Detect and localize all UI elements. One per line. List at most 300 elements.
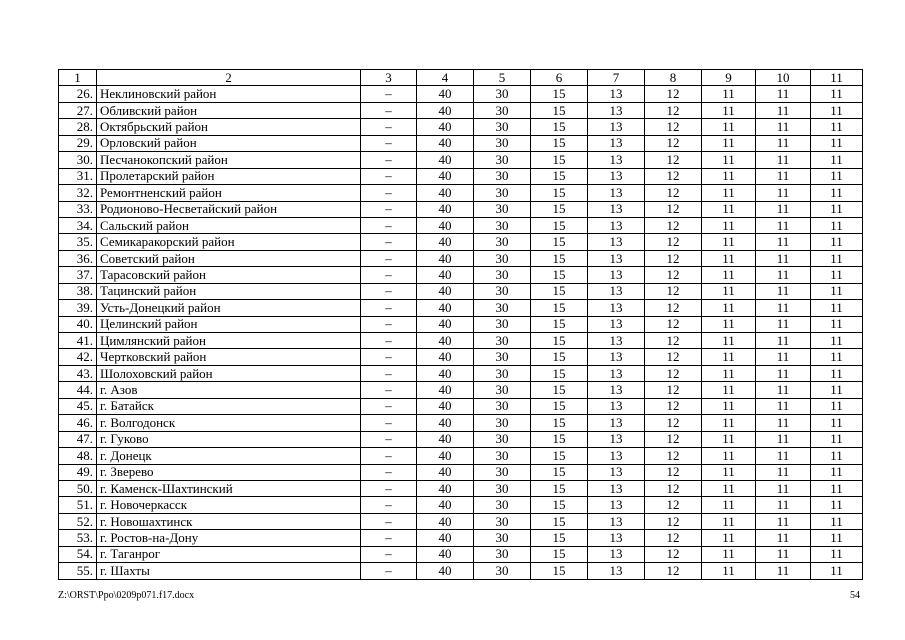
value-cell: 13 [588,464,645,480]
row-number-cell: 32. [59,185,97,201]
value-cell: 15 [531,102,588,118]
footer-page-number: 54 [850,590,860,601]
table-row [59,448,863,464]
district-name-cell: г. Шахты [97,563,361,579]
value-cell: – [361,152,417,168]
value-cell: 40 [417,464,474,480]
table-row [59,283,863,299]
value-cell: 11 [756,480,811,496]
value-cell: – [361,86,417,102]
value-cell: 30 [474,185,531,201]
district-name-cell: Сальский район [97,217,361,233]
table-row [59,168,863,184]
value-cell: 11 [702,448,756,464]
value-cell: 15 [531,86,588,102]
value-cell: 13 [588,234,645,250]
table-row [59,185,863,201]
district-name-cell: Родионово-Несветайский район [97,201,361,217]
value-cell: 11 [702,119,756,135]
value-cell: 12 [645,464,702,480]
value-cell: 12 [645,333,702,349]
value-cell: 13 [588,415,645,431]
value-cell: 13 [588,546,645,562]
value-cell: 30 [474,546,531,562]
value-cell: 11 [811,86,863,102]
table-row [59,267,863,283]
value-cell: 40 [417,168,474,184]
value-cell: 40 [417,152,474,168]
value-cell: 30 [474,152,531,168]
row-number-cell: 50. [59,480,97,496]
row-number-cell: 33. [59,201,97,217]
value-cell: – [361,415,417,431]
value-cell: 12 [645,217,702,233]
value-cell: 40 [417,119,474,135]
value-cell: 11 [811,152,863,168]
value-cell: 12 [645,365,702,381]
value-cell: 30 [474,480,531,496]
value-cell: 11 [756,464,811,480]
value-cell: 11 [811,415,863,431]
value-cell: 11 [756,102,811,118]
value-cell: 30 [474,448,531,464]
value-cell: 13 [588,448,645,464]
value-cell: 30 [474,168,531,184]
value-cell: 13 [588,250,645,266]
district-name-cell: г. Батайск [97,398,361,414]
value-cell: 30 [474,563,531,579]
value-cell: 11 [702,185,756,201]
value-cell: 11 [702,152,756,168]
value-cell: 12 [645,119,702,135]
value-cell: 12 [645,283,702,299]
value-cell: – [361,333,417,349]
value-cell: 11 [811,398,863,414]
value-cell: 15 [531,217,588,233]
value-cell: 30 [474,415,531,431]
value-cell: 30 [474,333,531,349]
value-cell: – [361,349,417,365]
value-cell: 12 [645,398,702,414]
value-cell: 11 [702,201,756,217]
value-cell: 11 [811,349,863,365]
value-cell: 11 [811,217,863,233]
value-cell: 12 [645,185,702,201]
value-cell: 40 [417,513,474,529]
value-cell: 11 [702,513,756,529]
value-cell: 15 [531,448,588,464]
value-cell: 11 [756,250,811,266]
value-cell: 11 [702,530,756,546]
value-cell: 11 [811,283,863,299]
value-cell: – [361,185,417,201]
value-cell: 40 [417,415,474,431]
value-cell: 11 [756,563,811,579]
value-cell: 13 [588,398,645,414]
value-cell: 40 [417,349,474,365]
value-cell: 40 [417,563,474,579]
value-cell: 11 [756,415,811,431]
value-cell: 15 [531,300,588,316]
value-cell: 12 [645,382,702,398]
value-cell: 15 [531,349,588,365]
value-cell: 11 [756,86,811,102]
value-cell: 40 [417,398,474,414]
value-cell: 12 [645,201,702,217]
table-row [59,382,863,398]
value-cell: 13 [588,480,645,496]
value-cell: – [361,300,417,316]
value-cell: – [361,448,417,464]
row-number-cell: 42. [59,349,97,365]
row-number-cell: 47. [59,431,97,447]
value-cell: 15 [531,546,588,562]
value-cell: 13 [588,431,645,447]
column-number-header: 8 [645,70,702,86]
value-cell: – [361,217,417,233]
value-cell: 12 [645,234,702,250]
value-cell: 40 [417,250,474,266]
value-cell: 40 [417,333,474,349]
value-cell: 15 [531,267,588,283]
value-cell: 11 [756,431,811,447]
value-cell: 15 [531,480,588,496]
value-cell: 12 [645,431,702,447]
row-number-cell: 34. [59,217,97,233]
district-name-cell: Цимлянский район [97,333,361,349]
value-cell: 11 [756,267,811,283]
value-cell: 12 [645,448,702,464]
value-cell: 40 [417,86,474,102]
table-row [59,415,863,431]
value-cell: 15 [531,168,588,184]
value-cell: 11 [702,382,756,398]
table-header-row [59,70,863,86]
table-row [59,201,863,217]
value-cell: – [361,267,417,283]
value-cell: 12 [645,86,702,102]
value-cell: 12 [645,300,702,316]
district-name-cell: г. Таганрог [97,546,361,562]
value-cell: 11 [702,102,756,118]
value-cell: 11 [702,234,756,250]
value-cell: 11 [702,464,756,480]
table-row [59,119,863,135]
value-cell: 30 [474,119,531,135]
district-name-cell: г. Ростов-на-Дону [97,530,361,546]
row-number-cell: 53. [59,530,97,546]
value-cell: 11 [811,530,863,546]
value-cell: 40 [417,300,474,316]
value-cell: 11 [756,217,811,233]
value-cell: – [361,546,417,562]
table-row [59,464,863,480]
value-cell: 30 [474,283,531,299]
value-cell: 13 [588,86,645,102]
row-number-cell: 40. [59,316,97,332]
value-cell: 30 [474,365,531,381]
value-cell: 15 [531,415,588,431]
row-number-cell: 41. [59,333,97,349]
value-cell: 11 [756,333,811,349]
value-cell: 40 [417,448,474,464]
value-cell: 40 [417,283,474,299]
value-cell: – [361,431,417,447]
district-name-cell: Орловский район [97,135,361,151]
value-cell: 12 [645,152,702,168]
row-number-cell: 26. [59,86,97,102]
value-cell: 12 [645,497,702,513]
value-cell: 15 [531,250,588,266]
value-cell: 15 [531,365,588,381]
value-cell: 13 [588,497,645,513]
table-row [59,234,863,250]
value-cell: 11 [811,382,863,398]
value-cell: 11 [811,546,863,562]
value-cell: 13 [588,217,645,233]
value-cell: 30 [474,513,531,529]
value-cell: 11 [756,119,811,135]
value-cell: 11 [756,300,811,316]
value-cell: 40 [417,431,474,447]
value-cell: 11 [811,563,863,579]
value-cell: 13 [588,185,645,201]
value-cell: 12 [645,480,702,496]
table-row [59,250,863,266]
table-row [59,316,863,332]
value-cell: 40 [417,382,474,398]
column-number-header: 2 [97,70,361,86]
district-name-cell: Неклиновский район [97,86,361,102]
column-number-header: 9 [702,70,756,86]
value-cell: – [361,102,417,118]
value-cell: – [361,365,417,381]
value-cell: 11 [756,546,811,562]
table-row [59,349,863,365]
column-number-header: 4 [417,70,474,86]
value-cell: 13 [588,300,645,316]
value-cell: 11 [811,168,863,184]
value-cell: 13 [588,168,645,184]
district-name-cell: Семикаракорский район [97,234,361,250]
value-cell: 11 [811,448,863,464]
value-cell: 40 [417,234,474,250]
value-cell: – [361,464,417,480]
value-cell: 11 [811,250,863,266]
table-row [59,152,863,168]
row-number-cell: 29. [59,135,97,151]
value-cell: 11 [811,201,863,217]
value-cell: 11 [756,497,811,513]
value-cell: 12 [645,135,702,151]
column-number-header: 5 [474,70,531,86]
data-table [58,69,863,580]
value-cell: 11 [702,135,756,151]
district-name-cell: Обливский район [97,102,361,118]
value-cell: 11 [811,431,863,447]
value-cell: 13 [588,349,645,365]
table-row [59,497,863,513]
value-cell: 40 [417,185,474,201]
value-cell: 11 [756,530,811,546]
value-cell: 11 [702,349,756,365]
column-number-header: 3 [361,70,417,86]
value-cell: 11 [702,250,756,266]
value-cell: 30 [474,217,531,233]
district-name-cell: Песчанокопский район [97,152,361,168]
district-name-cell: Ремонтненский район [97,185,361,201]
value-cell: 30 [474,267,531,283]
column-number-header: 11 [811,70,863,86]
row-number-cell: 46. [59,415,97,431]
value-cell: 12 [645,316,702,332]
value-cell: 11 [702,415,756,431]
value-cell: 12 [645,513,702,529]
value-cell: 15 [531,431,588,447]
value-cell: 11 [756,152,811,168]
value-cell: 12 [645,250,702,266]
value-cell: 11 [702,168,756,184]
value-cell: 11 [811,102,863,118]
table-row [59,563,863,579]
value-cell: 11 [756,513,811,529]
value-cell: 13 [588,152,645,168]
value-cell: 40 [417,135,474,151]
value-cell: 11 [811,234,863,250]
value-cell: – [361,530,417,546]
row-number-cell: 52. [59,513,97,529]
value-cell: 13 [588,530,645,546]
row-number-cell: 49. [59,464,97,480]
district-name-cell: Усть-Донецкий район [97,300,361,316]
table-row [59,530,863,546]
value-cell: 11 [702,398,756,414]
district-name-cell: г. Донецк [97,448,361,464]
value-cell: 11 [702,333,756,349]
value-cell: 12 [645,349,702,365]
row-number-cell: 39. [59,300,97,316]
value-cell: 30 [474,464,531,480]
district-name-cell: г. Каменск-Шахтинский [97,480,361,496]
value-cell: 11 [702,563,756,579]
column-number-header: 6 [531,70,588,86]
value-cell: 11 [811,185,863,201]
value-cell: 13 [588,382,645,398]
value-cell: 12 [645,267,702,283]
row-number-cell: 55. [59,563,97,579]
value-cell: 15 [531,201,588,217]
value-cell: 40 [417,267,474,283]
value-cell: 12 [645,415,702,431]
table-row [59,102,863,118]
value-cell: 15 [531,152,588,168]
district-name-cell: Тацинский район [97,283,361,299]
value-cell: 11 [811,480,863,496]
column-number-header: 1 [59,70,97,86]
value-cell: 12 [645,546,702,562]
district-name-cell: г. Новочеркасск [97,497,361,513]
value-cell: 15 [531,513,588,529]
district-name-cell: г. Азов [97,382,361,398]
row-number-cell: 48. [59,448,97,464]
value-cell: 11 [811,300,863,316]
value-cell: 11 [702,546,756,562]
value-cell: 15 [531,530,588,546]
value-cell: – [361,135,417,151]
value-cell: – [361,480,417,496]
value-cell: 30 [474,497,531,513]
value-cell: 13 [588,102,645,118]
value-cell: 15 [531,563,588,579]
value-cell: 11 [811,464,863,480]
value-cell: 15 [531,283,588,299]
value-cell: 11 [702,480,756,496]
value-cell: – [361,119,417,135]
district-name-cell: Пролетарский район [97,168,361,184]
value-cell: 30 [474,316,531,332]
value-cell: 11 [756,234,811,250]
value-cell: 40 [417,201,474,217]
value-cell: 30 [474,234,531,250]
column-number-header: 7 [588,70,645,86]
value-cell: 11 [756,316,811,332]
value-cell: – [361,168,417,184]
value-cell: 11 [756,398,811,414]
district-name-cell: г. Гуково [97,431,361,447]
value-cell: 40 [417,365,474,381]
value-cell: 11 [811,513,863,529]
value-cell: 30 [474,530,531,546]
table-row [59,398,863,414]
value-cell: 11 [811,365,863,381]
table-row [59,480,863,496]
value-cell: – [361,234,417,250]
row-number-cell: 44. [59,382,97,398]
value-cell: 30 [474,349,531,365]
table-row [59,135,863,151]
district-name-cell: Советский район [97,250,361,266]
district-name-cell: г. Волгодонск [97,415,361,431]
row-number-cell: 28. [59,119,97,135]
value-cell: 13 [588,135,645,151]
value-cell: 12 [645,168,702,184]
table-row [59,300,863,316]
value-cell: – [361,398,417,414]
district-name-cell: Чертковский район [97,349,361,365]
value-cell: – [361,497,417,513]
value-cell: 13 [588,563,645,579]
value-cell: 11 [702,316,756,332]
value-cell: 11 [702,217,756,233]
value-cell: – [361,563,417,579]
row-number-cell: 37. [59,267,97,283]
value-cell: 13 [588,365,645,381]
value-cell: 11 [756,283,811,299]
table-row [59,513,863,529]
value-cell: 11 [756,365,811,381]
value-cell: 40 [417,217,474,233]
value-cell: 12 [645,102,702,118]
value-cell: 30 [474,382,531,398]
district-name-cell: Целинский район [97,316,361,332]
footer-file-path: Z:\ORST\Ppo\0209p071.f17.docx [58,590,195,601]
value-cell: – [361,283,417,299]
value-cell: 11 [811,497,863,513]
value-cell: – [361,382,417,398]
district-name-cell: г. Новошахтинск [97,513,361,529]
district-name-cell: г. Зверево [97,464,361,480]
value-cell: 13 [588,513,645,529]
